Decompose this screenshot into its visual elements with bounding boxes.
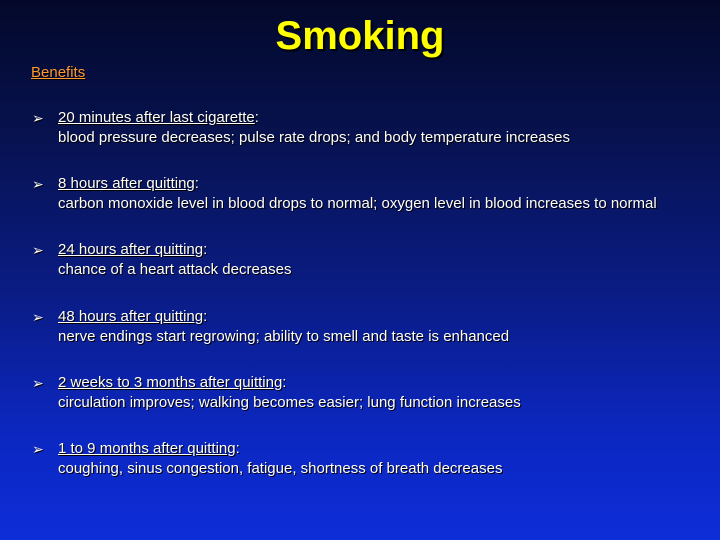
item-heading-line xyxy=(58,373,692,393)
arrow-bullet-icon: ➢ xyxy=(32,242,44,258)
item-separator: : xyxy=(254,109,259,126)
item-description: coughing, sinus congestion, fatigue, shortness of breath decreases xyxy=(58,460,503,477)
item-heading-line xyxy=(58,439,692,459)
item-heading-link[interactable]: 1 to 9 months after quitting xyxy=(58,440,236,457)
item-description: circulation improves; walking becomes easier; lung function increases xyxy=(58,394,521,411)
arrow-bullet-icon: ➢ xyxy=(32,441,44,457)
item-separator: : xyxy=(282,374,287,391)
arrow-bullet-icon: ➢ xyxy=(32,309,44,325)
list-item xyxy=(32,439,692,479)
item-heading-link[interactable]: 24 hours after quitting xyxy=(58,241,204,258)
arrow-bullet-icon: ➢ xyxy=(32,176,44,192)
item-description: carbon monoxide level in blood drops to normal; oxygen level in blood increases to normal xyxy=(58,195,657,212)
item-heading-link[interactable]: 48 hours after quitting xyxy=(58,308,204,325)
list-item xyxy=(32,108,692,148)
list-item xyxy=(32,240,692,280)
item-description: chance of a heart attack decreases xyxy=(58,261,292,278)
slide-title: Smoking xyxy=(275,14,445,58)
item-separator: : xyxy=(203,241,208,258)
list-item xyxy=(32,174,692,214)
list-item xyxy=(32,307,692,347)
item-description: nerve endings start regrowing; ability to smell and taste is enhanced xyxy=(58,328,510,345)
item-heading-line xyxy=(58,174,692,194)
item-heading-line xyxy=(58,307,692,327)
item-separator: : xyxy=(235,440,240,457)
arrow-bullet-icon: ➢ xyxy=(32,110,44,126)
item-heading-link[interactable]: 20 minutes after last cigarette xyxy=(58,109,255,126)
list-item xyxy=(32,373,692,413)
arrow-bullet-icon: ➢ xyxy=(32,375,44,391)
benefits-list xyxy=(32,108,692,479)
item-heading-link[interactable]: 2 weeks to 3 months after quitting xyxy=(58,374,283,391)
benefits-link[interactable]: Benefits xyxy=(31,64,86,81)
item-separator: : xyxy=(203,308,208,325)
item-heading-line xyxy=(58,108,692,128)
item-heading-line xyxy=(58,240,692,260)
item-separator: : xyxy=(194,175,199,192)
item-description: blood pressure decreases; pulse rate drops; and body temperature increases xyxy=(58,129,570,146)
item-heading-link[interactable]: 8 hours after quitting xyxy=(58,175,195,192)
